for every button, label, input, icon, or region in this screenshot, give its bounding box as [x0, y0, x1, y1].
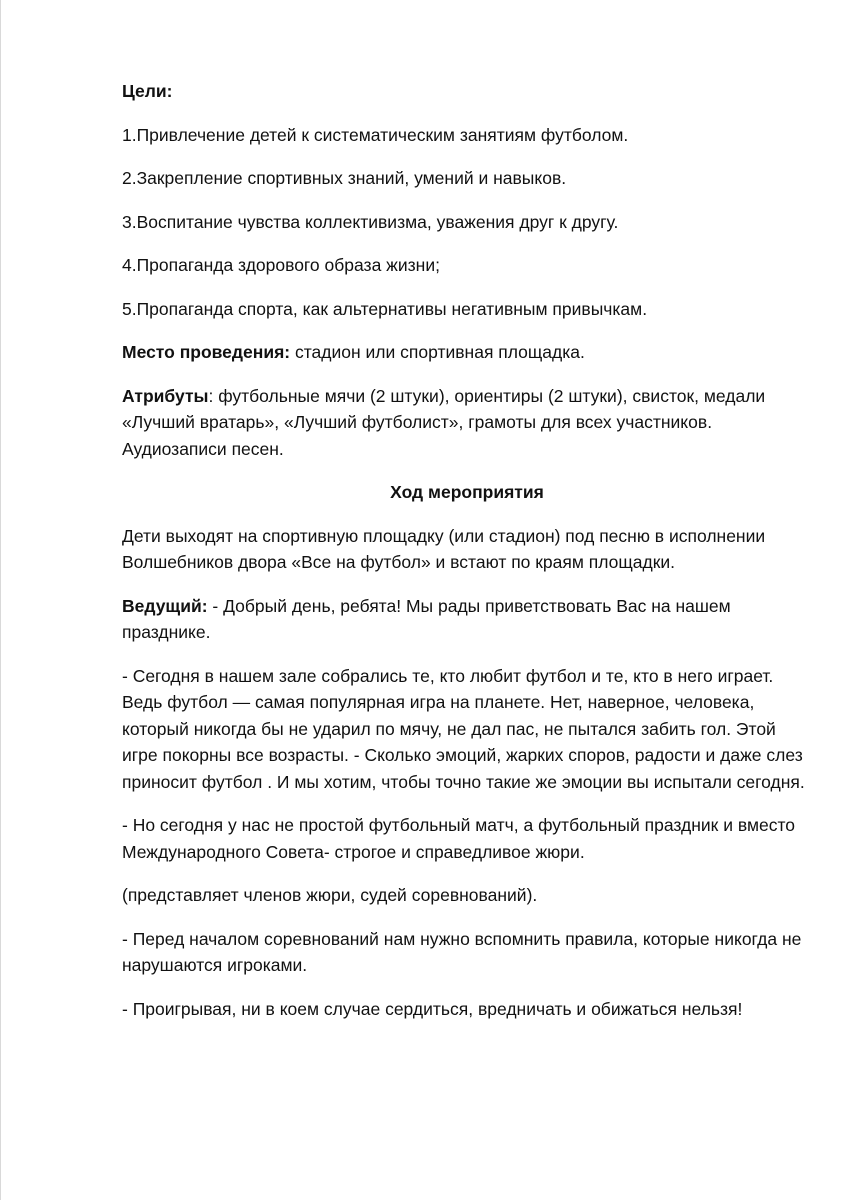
host-paragraph	[122, 593, 812, 646]
speech-paragraph-5: - Проигрывая, ни в коем случае сердиться, вредничать и обижаться нельзя!	[122, 998, 743, 1019]
venue-label: Место проведения:	[122, 342, 291, 362]
speech-paragraph-4: - Перед началом соревнований нам нужно вспомнить правила, которые никогда не нарушаются игроками.	[122, 928, 802, 975]
venue-text: стадион или спортивная площадка.	[290, 342, 585, 362]
goals-heading: Цели:	[122, 81, 173, 101]
goal-item-2: 2.Закрепление спортивных знаний, умений и навыков.	[122, 168, 567, 188]
speech-paragraph-1: - Сегодня в нашем зале собрались те, кто любит футбол и те, кто в него играет. Ведь футбол — самая популярная игра на планете. Нет, наверное, человека, который никогда бы не ударил по мячу, не дал пас, не пытался забить гол. Этой игре покорны все возрасты. - Сколько эмоций, жарких споров, радости и даже слез приносит футбол . И мы хотим, чтобы точно такие же эмоции вы испытали сегодня.	[122, 665, 805, 792]
page-edge	[0, 0, 1, 1200]
goal-item-1: 1.Привлечение детей к систематическим занятиям футболом.	[122, 124, 629, 145]
host-text: - Добрый день, ребята! Мы рады приветствовать Вас на нашем празднике.	[122, 595, 731, 642]
section-heading: Ход мероприятия	[390, 482, 544, 502]
goal-item-3: 3.Воспитание чувства коллективизма, уважения друг к другу.	[122, 211, 619, 232]
intro-paragraph: Дети выходят на спортивную площадку (или стадион) под песню в исполнении Волшебников двора «Все на футбол» и встают по краям площадки.	[122, 525, 766, 572]
attributes-label: Атрибуты	[122, 385, 209, 406]
attributes-text: : футбольные мячи (2 штуки), ориентиры (2 штуки), свисток, медали «Лучший вратарь», «Лучший футболист», грамоты для всех участников. Аудиозаписи песен.	[122, 385, 766, 459]
host-label: Ведущий:	[122, 595, 208, 616]
goal-item-4: 4.Пропаганда здорового образа жизни;	[122, 255, 440, 275]
speech-paragraph-3: (представляет членов жюри, судей соревнований).	[122, 885, 538, 905]
goal-item-5: 5.Пропаганда спорта, как альтернативы негативным привычкам.	[122, 298, 648, 319]
venue-paragraph	[122, 339, 812, 366]
speech-paragraph-2: - Но сегодня у нас не простой футбольный матч, а футбольный праздник и вместо Международного Совета- строгое и справедливое жюри.	[122, 815, 796, 862]
document-body	[122, 78, 812, 1022]
attributes-paragraph	[122, 383, 812, 463]
